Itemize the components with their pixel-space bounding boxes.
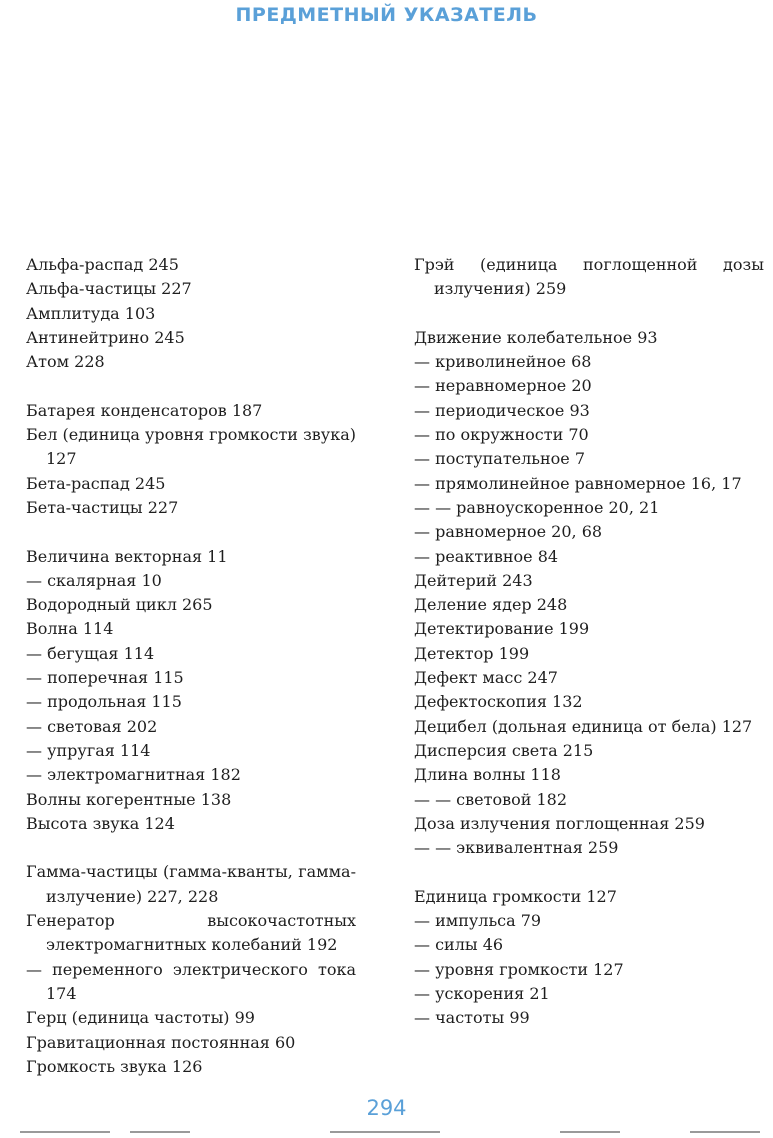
index-entry: — периодическое 93	[414, 400, 590, 420]
bottom-rule	[690, 1131, 760, 1133]
index-entry: Высота звука 124	[26, 813, 175, 833]
index-entry: — упругая 114	[26, 740, 151, 760]
index-entry: Грэй (единица поглощенной дозы излучения) 259	[414, 255, 764, 299]
bottom-rule	[20, 1131, 110, 1133]
index-entry: — криволинейное 68	[414, 352, 592, 372]
index-entry: — импульса 79	[414, 911, 542, 931]
index-entry: Гамма-частицы (гамма-кванты, гамма-излучение) 227, 228	[26, 862, 356, 906]
index-entry: — переменного электрического тока 174	[26, 959, 356, 1003]
index-entry: Атом 228	[26, 352, 105, 372]
index-entry: Амплитуда 103	[26, 303, 156, 323]
index-entry: Детектор 199	[414, 643, 530, 663]
index-entry: — частоты 99	[414, 1008, 530, 1028]
index-entry: Децибел (дольная единица от бела) 127	[414, 716, 753, 736]
index-entry: Дефект масс 247	[414, 668, 558, 688]
page-number: 294	[366, 1096, 407, 1120]
index-entry: — — эквивалентная 259	[414, 838, 619, 858]
index-entry: — скалярная 10	[26, 570, 162, 590]
index-entry: Дейтерий 243	[414, 570, 533, 590]
index-entry: — уровня громкости 127	[414, 959, 624, 979]
index-entry: — поступательное 7	[414, 449, 586, 469]
index-entry: — ускорения 21	[414, 983, 550, 1003]
index-entry: Герц (единица частоты) 99	[26, 1008, 255, 1028]
index-entry: — равномерное 20, 68	[414, 522, 603, 542]
index-entry: — электромагнитная 182	[26, 765, 241, 785]
index-entry: — световая 202	[26, 716, 158, 736]
index-entry: Генератор высокочастотных электромагнитных колебаний 192	[26, 911, 356, 955]
index-entry: Антинейтрино 245	[26, 327, 185, 347]
index-entry: Бета-распад 245	[26, 473, 166, 493]
index-entry: — реактивное 84	[414, 546, 559, 566]
index-entry: Волна 114	[26, 619, 114, 639]
index-column-left	[26, 253, 356, 1079]
index-entry: — по окружности 70	[414, 425, 589, 445]
index-entry: — прямолинейное равномерное 16, 17	[414, 473, 742, 493]
index-entry: Альфа-распад 245	[26, 255, 179, 274]
index-entry: — — световой 182	[414, 789, 568, 809]
index-entry: Волны когерентные 138	[26, 789, 232, 809]
index-entry: Длина волны 118	[414, 765, 561, 785]
page-title: ПРЕДМЕТНЫЙ УКАЗАТЕЛЬ	[235, 4, 538, 26]
index-entry: Бета-частицы 227	[26, 497, 179, 517]
index-entry: — неравномерное 20	[414, 376, 592, 396]
index-entry: Деление ядер 248	[414, 595, 568, 615]
index-column-right	[414, 253, 764, 1031]
index-entry: Детектирование 199	[414, 619, 590, 639]
index-entry: Доза излучения поглощенная 259	[414, 813, 705, 833]
index-entry: Водородный цикл 265	[26, 595, 213, 615]
index-entry: Бел (единица уровня громкости звука) 127	[26, 425, 356, 469]
bottom-rule	[330, 1131, 440, 1133]
index-entry: — продольная 115	[26, 692, 182, 712]
index-entry: Батарея конденсаторов 187	[26, 400, 263, 420]
index-entry: Альфа-частицы 227	[26, 279, 192, 299]
index-entry: Дисперсия света 215	[414, 740, 594, 760]
index-entry: Единица громкости 127	[414, 886, 617, 906]
index-entry: Гравитационная постоянная 60	[26, 1032, 296, 1052]
index-entry: — силы 46	[414, 935, 504, 955]
index-entry: Громкость звука 126	[26, 1056, 203, 1076]
bottom-rule	[130, 1131, 190, 1133]
index-entry: Величина векторная 11	[26, 546, 228, 566]
index-entry: Дефектоскопия 132	[414, 692, 583, 712]
index-entry: — поперечная 115	[26, 668, 184, 688]
index-entry: — бегущая 114	[26, 643, 155, 663]
bottom-rule	[560, 1131, 620, 1133]
index-entry: Движение колебательное 93	[414, 327, 658, 347]
index-entry: — — равноускоренное 20, 21	[414, 497, 660, 517]
